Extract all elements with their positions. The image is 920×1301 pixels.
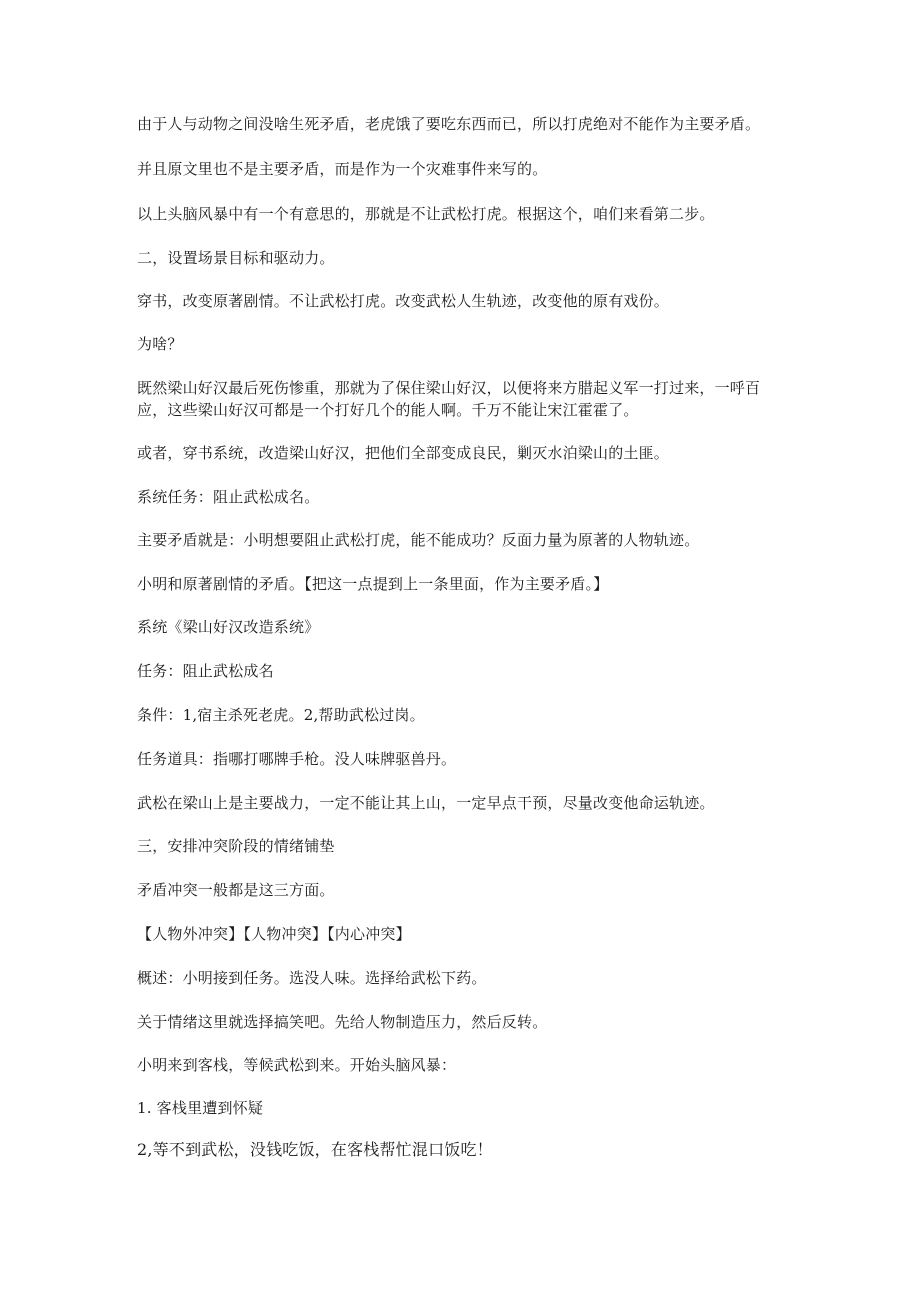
paragraph-19: 【人物外冲突】【人物冲突】【内心冲突】 [137,925,411,943]
paragraph-23: 1. 客栈里遭到怀疑 [137,1099,264,1117]
paragraph-2: 并且原文里也不是主要矛盾，而是作为一个灾难事件来写的。 [137,160,548,178]
paragraph-1: 由于人与动物之间没啥生死矛盾，老虎饿了要吃东西而已，所以打虎绝对不能作为主要矛盾。 [137,115,761,133]
paragraph-6: 为啥？ [137,335,183,353]
paragraph-22: 小明来到客栈，等候武松到来。开始头脑风暴： [137,1056,457,1074]
paragraph-16: 武松在梁山上是主要战力，一定不能让其上山，一定早点干预，尽量改变他命运轨迹。 [137,794,715,812]
paragraph-14: 条件：1,宿主杀死老虎。2,帮助武松过岗。 [137,706,425,724]
document-page [137,0,787,1301]
section-heading-3: 三，安排冲突阶段的情绪铺垫 [137,837,335,855]
paragraph-11: 小明和原著剧情的矛盾。【把这一点提到上一条里面，作为主要矛盾。】 [137,575,609,593]
paragraph-10: 主要矛盾就是：小明想要阻止武松打虎，能不能成功？反面力量为原著的人物轨迹。 [137,531,700,549]
paragraph-5: 穿书，改变原著剧情。不让武松打虎。改变武松人生轨迹，改变他的原有戏份。 [137,292,670,310]
paragraph-20: 概述：小明接到任务。选没人味。选择给武松下药。 [137,969,487,987]
paragraph-24: 2,等不到武松，没钱吃饭，在客栈帮忙混口饭吃！ [137,1140,493,1159]
paragraph-15: 任务道具：指哪打哪牌手枪。没人味牌驱兽丹。 [137,750,457,768]
paragraph-18: 矛盾冲突一般都是这三方面。 [137,881,335,899]
paragraph-12: 系统《梁山好汉改造系统》 [137,618,320,636]
paragraph-13: 任务：阻止武松成名 [137,662,274,680]
section-heading-2: 二，设置场景目标和驱动力。 [137,249,335,267]
paragraph-8: 或者，穿书系统，改造梁山好汉，把他们全部变成良民，剿灭水泊梁山的土匪。 [137,444,670,462]
paragraph-21: 关于情绪这里就选择搞笑吧。先给人物制造压力，然后反转。 [137,1013,548,1031]
paragraph-3: 以上头脑风暴中有一个有意思的，那就是不让武松打虎。根据这个，咱们来看第二步。 [137,205,715,223]
paragraph-7: 既然梁山好汉最后死伤惨重，那就为了保住梁山好汉，以便将来方腊起义军一打过来，一呼百应，这些梁山好汉可都是一个打好几个的能人啊。千万不能让宋江霍霍了。 [137,379,761,419]
paragraph-9: 系统任务：阻止武松成名。 [137,488,320,506]
